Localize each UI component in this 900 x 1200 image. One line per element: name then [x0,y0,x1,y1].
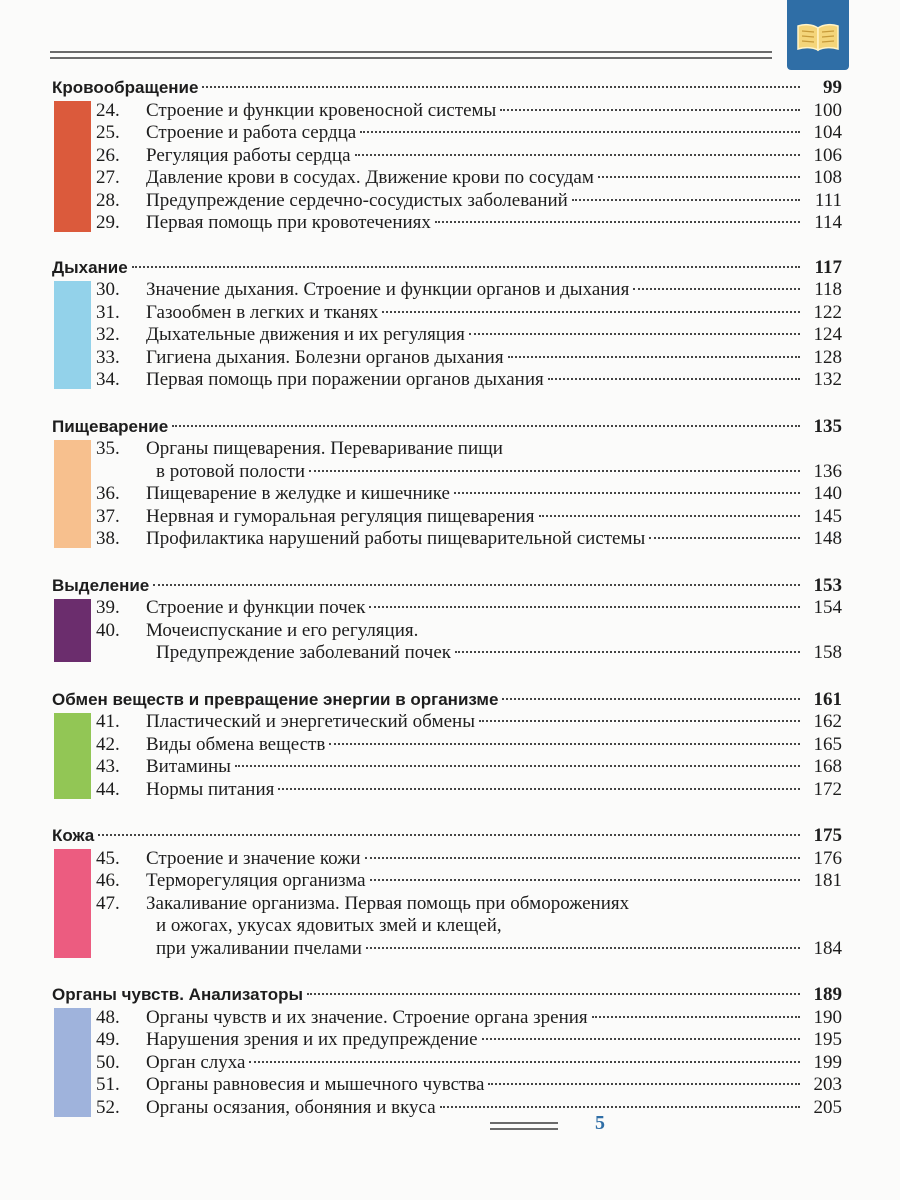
item-page: 118 [814,279,842,300]
dot-leader [500,109,800,111]
item-title: Строение и работа сердца [146,122,357,143]
item-title: в ротовой полости [156,460,306,482]
dot-leader [488,1083,800,1085]
section-color-bar [54,440,91,549]
toc-item-line [52,324,842,347]
item-page: 136 [813,460,842,482]
item-page: 148 [813,528,842,549]
toc-item-line [52,597,842,620]
item-title: Витамины [146,756,231,777]
section-page: 189 [813,984,842,1005]
item-title: Первая помощь при поражении органов дыхания [146,369,544,390]
item-page: 168 [813,756,842,777]
toc-item-line [52,167,842,190]
toc-item-line [52,620,842,643]
book-tab [787,0,849,70]
toc-section [52,575,842,665]
toc-section [52,984,842,1119]
item-page: 122 [813,301,842,323]
item-page: 140 [813,483,842,504]
section-heading [52,77,842,100]
item-title: Регуляция работы сердца [146,144,351,166]
toc-item-line [52,461,842,484]
item-title: Нарушения зрения и их предупреждение [146,1029,478,1050]
item-title: Нервная и гуморальная регуляция пищеварения [146,505,535,527]
toc-item-line [52,711,842,734]
item-title: Предупреждение заболеваний почек [156,642,451,663]
toc-item-line [52,1029,842,1052]
item-title: Строение и функции кровеносной системы [146,99,497,121]
section-color-bar [54,281,91,390]
dot-leader [98,834,800,836]
item-number: 32. [96,324,120,345]
section-page: 161 [813,688,842,710]
toc-item-line [52,938,842,961]
dot-leader [455,651,800,653]
section-title: Кожа [52,826,95,845]
item-page: 205 [813,1096,842,1118]
item-number: 29. [96,212,120,233]
item-title: Орган слуха [146,1051,246,1073]
dot-leader [502,698,800,700]
item-title: Строение и функции почек [146,597,366,618]
item-number: 34. [96,369,120,390]
item-title: Гигиена дыхания. Болезни органов дыхания [146,346,504,368]
section-title: Органы чувств. Анализаторы [52,985,303,1004]
item-number: 38. [96,528,120,549]
dot-leader [479,720,800,722]
toc-item-line [52,190,842,213]
item-page: 145 [813,505,842,527]
section-page: 99 [823,77,842,98]
toc-item-line [52,528,842,551]
section-heading [52,416,842,439]
dot-leader [153,584,800,586]
item-number: 25. [96,122,120,143]
item-number: 52. [96,1096,120,1118]
dot-leader [548,378,800,380]
toc-item-line [52,734,842,757]
item-title: Органы осязания, обоняния и вкуса [146,1096,436,1118]
dot-leader [592,1016,800,1018]
toc-item-line [52,1074,842,1097]
section-page: 175 [813,825,842,846]
item-title: Терморегуляция организма [146,870,366,891]
item-page: 154 [813,597,842,618]
dot-leader [307,993,800,995]
item-number: 49. [96,1029,120,1050]
dot-leader [249,1061,800,1063]
item-title: Первая помощь при кровотечениях [146,212,431,233]
item-number: 44. [96,778,120,800]
item-page: 184 [813,937,842,959]
section-color-bar [54,849,91,958]
section-heading [52,825,842,848]
section-color-bar [54,599,91,663]
item-page: 124 [813,324,842,345]
dot-leader [598,176,800,178]
dot-leader [539,515,800,517]
item-page: 108 [813,167,842,188]
dot-leader [309,470,800,472]
toc-item-line [52,642,842,665]
toc-item-line [52,347,842,370]
dot-leader [482,1038,800,1040]
item-number: 39. [96,597,120,618]
item-title: и ожогах, укусах ядовитых змей и клещей, [156,915,502,936]
toc-item-line [52,915,842,938]
item-title: Значение дыхания. Строение и функции органов и дыхания [146,279,630,300]
item-title: Виды обмена веществ [146,733,326,755]
open-book-icon [796,22,840,52]
toc-item-line [52,145,842,168]
item-number: 24. [96,99,120,121]
dot-leader [382,311,800,313]
item-number: 36. [96,483,120,504]
item-page: 128 [813,346,842,368]
toc-section [52,689,842,802]
item-title: Дыхательные движения и их регуляция [146,324,465,345]
item-page: 190 [813,1006,842,1028]
toc-section [52,77,842,235]
dot-leader [435,221,800,223]
item-page: 181 [813,870,842,891]
dot-leader [469,333,800,335]
item-number: 47. [96,892,120,914]
section-page: 135 [813,415,842,437]
item-page: 106 [813,144,842,166]
item-title: Нормы питания [146,778,275,800]
dot-leader [440,1106,800,1108]
section-page: 117 [814,256,842,278]
dot-leader [508,356,800,358]
top-rule [50,51,772,53]
toc-item-line [52,279,842,302]
item-title: Органы равновесия и мышечного чувства [146,1074,485,1095]
item-page: 111 [814,189,842,211]
toc-item-line [52,893,842,916]
section-color-bar [54,1008,91,1117]
item-number: 26. [96,144,120,166]
section-heading [52,984,842,1007]
item-number: 50. [96,1051,120,1073]
item-number: 48. [96,1006,120,1028]
section-heading [52,689,842,712]
item-page: 203 [813,1074,842,1095]
item-number: 28. [96,189,120,211]
dot-leader [366,947,800,949]
item-title: Пищеварение в желудке и кишечнике [146,483,450,504]
item-number: 43. [96,756,120,777]
section-color-bar [54,101,91,232]
dot-leader [369,606,800,608]
item-number: 31. [96,301,120,323]
section-page: 153 [813,574,842,596]
item-page: 199 [813,1051,842,1073]
item-page: 172 [813,778,842,800]
item-title: Закаливание организма. Первая помощь при обморожениях [146,892,630,914]
section-color-bar [54,713,91,799]
item-title: Мочеиспускание и его регуляция. [146,619,419,641]
item-title: Газообмен в легких и тканях [146,301,379,323]
item-page: 158 [813,642,842,663]
item-number: 37. [96,505,120,527]
item-number: 41. [96,711,120,732]
section-title: Кровообращение [52,78,199,97]
toc-section [52,825,842,960]
dot-leader [454,492,800,494]
item-number: 33. [96,346,120,368]
dot-leader [132,266,800,268]
item-number: 46. [96,870,120,891]
item-page: 132 [813,369,842,390]
page-number: 5 [595,1112,605,1134]
toc-item-line [52,483,842,506]
item-title: Пластический и энергетический обмены [146,711,475,732]
dot-leader [202,86,800,88]
item-title: Давление крови в сосудах. Движение крови по сосудам [146,167,594,188]
section-heading [52,575,842,598]
item-page: 162 [813,711,842,732]
toc-item-line [52,122,842,145]
toc-item-line [52,756,842,779]
item-number: 51. [96,1074,120,1095]
toc-item-line [52,302,842,325]
item-number: 42. [96,733,120,755]
toc-item-line [52,848,842,871]
toc-section [52,257,842,392]
item-page: 165 [813,733,842,755]
item-title: Профилактика нарушений работы пищеварительной системы [146,528,646,549]
item-title: Органы чувств и их значение. Строение органа зрения [146,1006,588,1028]
item-number: 27. [96,167,120,188]
item-number: 35. [96,438,120,459]
item-number: 45. [96,847,120,869]
dot-leader [370,879,800,881]
dot-leader [649,537,800,539]
dot-leader [572,199,800,201]
toc-item-line [52,212,842,235]
toc-item-line [52,506,842,529]
toc-item-line [52,1007,842,1030]
item-title: Строение и значение кожи [146,847,361,869]
bottom-rule [490,1128,558,1130]
dot-leader [360,131,800,133]
section-title: Пищеварение [52,416,169,436]
item-page: 176 [813,847,842,869]
dot-leader [355,154,800,156]
item-page: 104 [813,122,842,143]
section-title: Дыхание [52,257,128,277]
item-title: при ужаливании пчелами [156,937,362,959]
bottom-rule [490,1122,558,1124]
section-heading [52,257,842,280]
top-rule [50,57,772,59]
table-of-contents [52,77,842,1143]
dot-leader [365,857,800,859]
section-title: Выделение [52,575,150,595]
toc-item-line [52,779,842,802]
section-title: Обмен веществ и превращение энергии в организме [52,689,499,709]
toc-item-line [52,369,842,392]
dot-leader [235,765,800,767]
item-number: 30. [96,279,120,300]
item-page: 114 [814,212,842,233]
item-page: 195 [813,1029,842,1050]
item-number: 40. [96,619,120,641]
dot-leader [172,425,800,427]
toc-section [52,416,842,551]
item-page: 100 [813,99,842,121]
toc-item-line [52,438,842,461]
toc-item-line [52,1097,842,1120]
item-title: Предупреждение сердечно-сосудистых заболеваний [146,189,568,211]
toc-item-line [52,1052,842,1075]
dot-leader [633,288,800,290]
item-title: Органы пищеварения. Переваривание пищи [146,438,503,459]
toc-item-line [52,100,842,123]
dot-leader [278,788,800,790]
toc-item-line [52,870,842,893]
dot-leader [329,743,800,745]
